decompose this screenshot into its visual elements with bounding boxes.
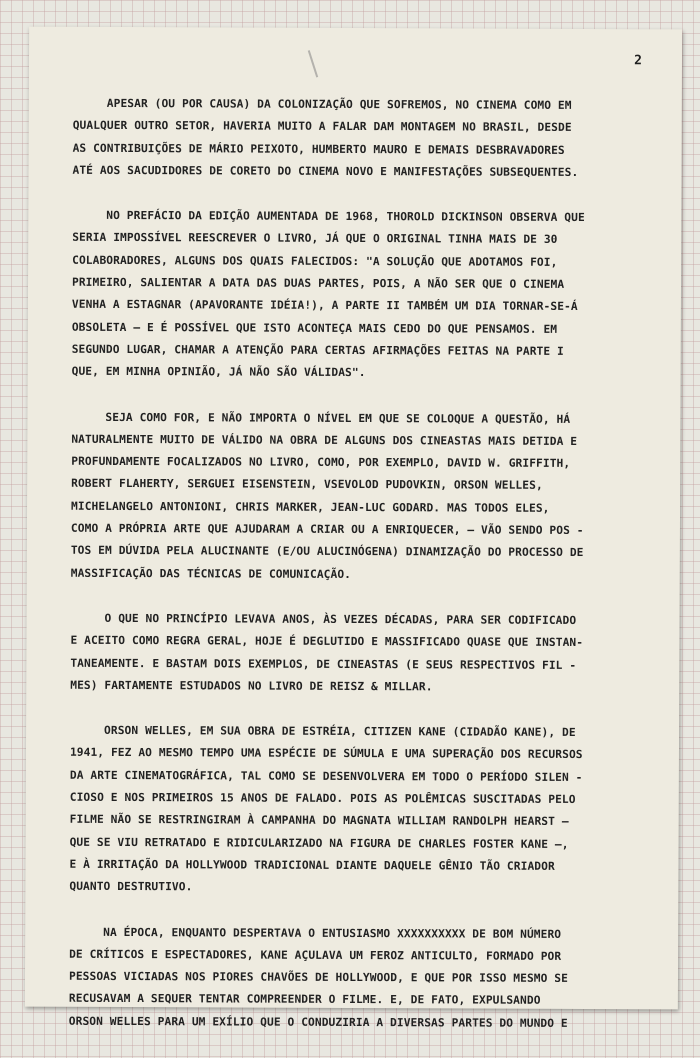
page-number: 2: [634, 53, 643, 69]
paragraph: [72, 205, 653, 386]
text-line: PRIMEIRO, SALIENTAR A DATA DAS DUAS PARTES, POIS, A NÃO SER QUE O CINEMA: [71, 275, 565, 291]
text-line: CIOSO E NOS PRIMEIROS 15 ANOS DE FALADO. POIS AS POLÊMICAS SUSCITADAS PELO: [69, 790, 576, 806]
text-line: SEJA COMO FOR, E NÃO IMPORTA O NÍVEL EM QUE SE COLOQUE A QUESTÃO, HÁ: [105, 410, 571, 426]
text-line: E À IRRITAÇÃO DA HOLLYWOOD TRADICIONAL DIANTE DAQUELE GÊNIO TÃO CRIADOR: [69, 857, 555, 873]
text-line: VENHA A ESTAGNAR (APAVORANTE IDÉIA!), A PARTE II TAMBÉM UM DIA TORNAR-SE-Á: [71, 298, 578, 314]
text-line: COMO A PRÓPRIA ARTE QUE AJUDARAM A CRIAR OU A ENRIQUECER, — VÃO SENDO POS -: [70, 521, 584, 538]
text-line: NO PREFÁCIO DA EDIÇÃO AUMENTADA DE 1968, THOROLD DICKINSON OBSERVA QUE: [106, 209, 585, 225]
text-line: O QUE NO PRINCÍPIO LEVAVA ANOS, ÀS VEZES DÉCADAS, PARA SER CODIFICADO: [104, 611, 577, 627]
typewritten-page: [25, 27, 682, 1030]
text-line: NATURALMENTE MUITO DE VÁLIDO NA OBRA DE ALGUNS DOS CINEASTAS MAIS DETIDA E: [71, 432, 578, 448]
paragraph: [71, 406, 652, 587]
text-line: DE CRÍTICOS E ESPECTADORES, KANE AÇULAVA UM FEROZ ANTICULTO, FORMADO POR: [69, 947, 562, 963]
text-line: 1941, FEZ AO MESMO TEMPO UMA ESPÉCIE DE SÚMULA E UMA SUPERAÇÃO DOS RECURSOS: [69, 746, 583, 762]
text-line: MES) FARTAMENTE ESTUDADOS NO LIVRO DE REISZ & MILLAR.: [70, 678, 433, 694]
text-line: MICHELANGELO ANTONIONI, CHRIS MARKER, JEAN-LUC GODARD. MAS TODOS ELES,: [71, 499, 550, 515]
text-line: OBSOLETA — E É POSSÍVEL QUE ISTO ACONTEÇA MAIS CEDO DO QUE PENSAMOS. EM: [71, 320, 558, 336]
text-line: ATÉ AOS SACUDIDORES DE CORETO DO CINEMA NOVO E MANIFESTAÇÕES SUBSEQUENTES.: [72, 163, 579, 179]
text-line: PESSOAS VICIADAS NOS PIORES CHAVÕES DE HOLLYWOOD, E QUE POR ISSO MESMO SE: [68, 969, 569, 986]
text-line: PROFUNDAMENTE FOCALIZADOS NO LIVRO, COMO, POR EXEMPLO, DAVID W. GRIFFITH,: [71, 454, 571, 471]
text-line: DA ARTE CINEMATOGRÁFICA, TAL COMO SE DESENVOLVERA EM TODO O PERÍODO SILEN -: [69, 768, 583, 784]
text-line: TOS EM DÚVIDA PELA ALUCINANTE (E/OU ALUCINÓGENA) DINAMIZAÇÃO DO PROCESSO DE: [70, 544, 584, 560]
text-line: MASSIFICAÇÃO DAS TÉCNICAS DE COMUNICAÇÃO.: [70, 566, 352, 581]
text-line: ORSON WELLES, EM SUA OBRA DE ESTRÉIA, CITIZEN KANE (CIDADÃO KANE), DE: [104, 724, 576, 740]
text-line: SEGUNDO LUGAR, CHAMAR A ATENÇÃO PARA CERTAS AFIRMAÇÕES FEITAS NA PARTE I: [71, 342, 564, 358]
text-line: APESAR (OU POR CAUSA) DA COLONIZAÇÃO QUE SOFREMOS, NO CINEMA COMO EM: [106, 96, 572, 112]
text-line: TANEAMENTE. E BASTAM DOIS EXEMPLOS, DE CINEASTAS (E SEUS RESPECTIVOS FIL -: [70, 656, 577, 672]
text-line: FILME NÃO SE RESTRINGIRAM À CAMPANHA DO MAGNATA WILLIAM RANDOLPH HEARST —: [69, 813, 569, 829]
text-line: E ACEITO COMO REGRA GERAL, HOJE É DEGLUTIDO E MASSIFICADO QUASE QUE INSTAN-: [70, 634, 584, 650]
pen-mark: [308, 50, 318, 77]
paragraph: [72, 93, 652, 185]
text-line: RECUSAVAM A SEQUER TENTAR COMPREENDER O FILME. E, DE FATO, EXPULSANDO: [68, 992, 541, 1008]
paragraph: [70, 608, 650, 700]
text-line: SERIA IMPOSSÍVEL REESCREVER O LIVRO, JÁ QUE O ORIGINAL TINHA MAIS DE 30: [72, 231, 558, 247]
page-body: [69, 93, 653, 1058]
paragraph: [69, 921, 649, 1035]
text-line: AS CONTRIBUIÇÕES DE MÁRIO PEIXOTO, HUMBERTO MAURO E DEMAIS DESBRAVADORES: [72, 141, 565, 157]
text-line: NA ÉPOCA, ENQUANTO DESPERTAVA O ENTUSIASMO XXXXXXXXXX DE BOM NÚMERO: [103, 925, 562, 941]
text-line: ROBERT FLAHERTY, SERGUEI EISENSTEIN, VSEVOLOD PUDOVKIN, ORSON WELLES,: [71, 477, 543, 493]
text-line: QUANTO DESTRUTIVO.: [69, 879, 193, 894]
paragraph: [69, 720, 650, 901]
text-line: QUALQUER OUTRO SETOR, HAVERIA MUITO A FALAR DAM MONTAGEM NO BRASIL, DESDE: [72, 119, 572, 135]
text-line: QUE, EM MINHA OPINIÃO, JÁ NÃO SÃO VÁLIDAS".: [71, 365, 366, 380]
text-line: QUE SE VIU RETRATADO E RIDICULARIZADO NA FIGURA DE CHARLES FOSTER KANE —,: [69, 835, 569, 851]
text-line: ORSON WELLES PARA UM EXÍLIO QUE O CONDUZIRIA A DIVERSAS PARTES DO MUNDO E: [68, 1014, 568, 1030]
text-line: COLABORADORES, ALGUNS DOS QUAIS FALECIDOS: "A SOLUÇÃO QUE ADOTAMOS FOI,: [72, 253, 558, 269]
